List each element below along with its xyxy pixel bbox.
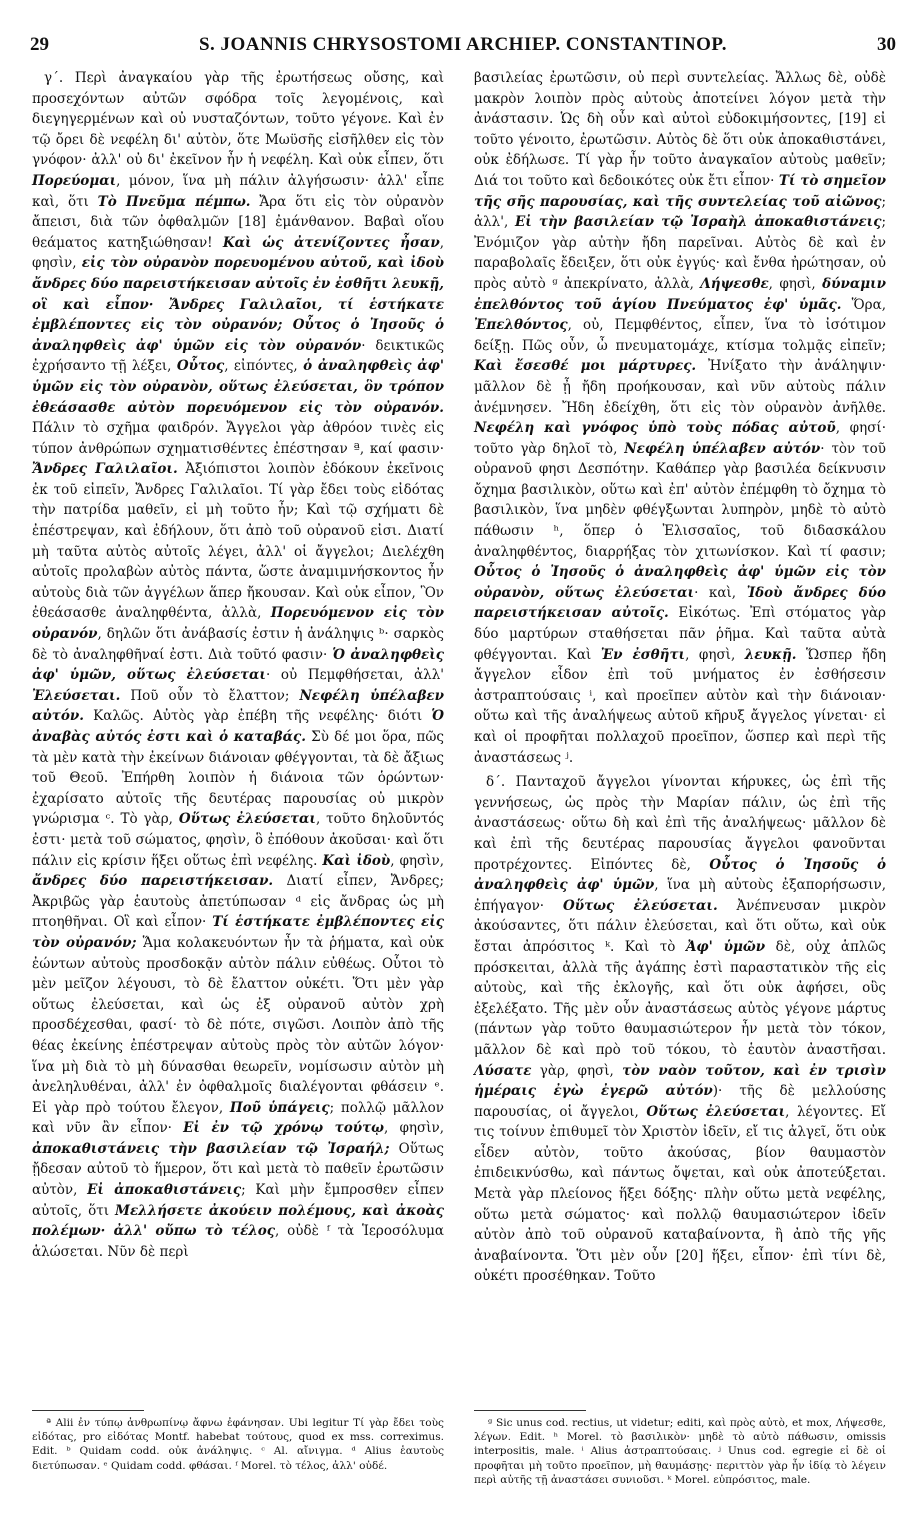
text-run: · τὸν τοῦ οὐρανοῦ φησι Δεσπότην. Καθάπερ γὰρ βασιλέα δείκνυσιν ὄχημα βασιλικὸν, οὕτω καὶ ἐπ' αὐτὸν ἐπέμφθη τὸ ὄχημα τὸ βασιλικὸν, ἵνα μηδὲν φθέγξωνται λυπηρὸν, μηδὲ τὸ αὐτὸ πάθωσιν ʰ, ὅπερ ὁ Ἐλισσαῖος, τοῦ διδασκάλου ἀναληφθέντος, διαρρήξας τὸν χιτωνίσκον. Καὶ τί φασιν; — [474, 440, 886, 560]
scripture-quote: ὁ ἀναληφθεὶς ἀφ' ὑμῶν εἰς τὸν οὐρανὸν, οὕτως ἐλεύσεται, ὃν τρόπον ἐθεάσασθε αὐτὸν πορευόμενον εἰς τὸν οὐρανόν. — [32, 358, 444, 416]
text-run: δ΄. Πανταχοῦ ἄγγελοι γίνονται κήρυκες, ὡς ἐπὶ τῆς γεννήσεως, ὡς πρὸς τὴν Μαρίαν πάλιν, ὡς ἐπὶ τῆς ἀναστάσεως· οὕτω δὴ καὶ ἐπὶ τῆς ἀναλήψεως· μᾶλλον δὲ καὶ ἐπὶ τῆς δευτέρας παρουσίας ἄγγελοι φανοῦνται προτρέχοντες. Εἰπόντες δὲ, — [474, 774, 886, 873]
text-run: Διατί εἶπεν, Ἄνδρες; Ἀκριβῶς γὰρ ἑαυτοὺς ἀπετύπωσαν ᵈ εἰς ἄνδρας ὡς μὴ πτοηθῆναι. Οἳ καὶ εἶπον· — [32, 873, 444, 931]
scripture-quote: Τί τὸ σημεῖον τῆς σῆς παρουσίας, καὶ τῆς συντελείας τοῦ αἰῶνος — [474, 172, 886, 210]
footnote-block: ᵍ Sic unus cod. rectius, ut videtur; editi, καὶ πρὸς αὐτὸ, et mox, Λήψεσθε, λέγων. Edit. ʰ Morel. τὸ βασιλικὸν· μηδὲ τὸ αὐτὸ πάθωσιν, omissis interpositis, male. ⁱ Alius ἀστραπτούσαις. ʲ Unus cod. egregie εἰ δὲ οἱ προφῆται μὴ τοῦτο προεῖπον, μὴ θαυμάσῃς· περιττὸν γὰρ ἦν ἰδίᾳ τὸ λέγειν περὶ αὐτῆς τῇ ἀναστάσει συνιοῦσι. ᵏ Morel. εὐπρόσιτος, male. — [474, 1417, 886, 1486]
scripture-quote: τὸν ναὸν τοῦτον, καὶ ἐν τρισὶν ἡμέραις ἐγὼ ἐγερῶ αὐτόν — [474, 1062, 886, 1100]
scripture-quote: λευκῇ. — [744, 646, 797, 663]
text-run: , ἵνα μὴ αὐτοὺς ἐξαπορήσωσιν, ἐπήγαγον· — [474, 877, 886, 914]
scripture-quote: Τί ἑστήκατε ἐμβλέποντες εἰς τὸν οὐρανόν; — [32, 914, 445, 951]
page-number-left: 29 — [30, 34, 49, 55]
scripture-quote: Μελλήσετε ἀκούειν πολέμους, καὶ ἀκοὰς πολέμων· ἀλλ' οὔπω τὸ τέλος — [32, 1202, 444, 1240]
scripture-quote: Ποῦ ὑπάγεις — [229, 1099, 330, 1116]
scripture-quote: εἰς τὸν οὐρανὸν πορευομένου αὐτοῦ, καὶ ἰδοὺ ἄνδρες δύο παρειστήκεισαν αὐτοῖς ἐν ἐσθῆτι λευκῇ, οἳ καὶ εἶπον· Ἄνδρες Γαλιλαῖοι, τί ἑστήκατε ἐμβλέποντες εἰς τὸν οὐρανόν; Οὗτος ὁ Ἰησοῦς ὁ ἀναληφθεὶς ἀφ' ὑμῶν εἰς τὸν οὐρανόν — [32, 255, 444, 354]
paragraph-3 — [32, 68, 444, 1262]
text-run: , λέγοντες. Εἴ τις τοίνυν ἐπιθυμεῖ τὸν Χριστὸν ἰδεῖν, εἴ τις ἀλγεῖ, ὅτι οὐκ εἶδεν αὐτὸν, τοῦτο ἀκούσας, βίον θαυμαστὸν ἐπιδεικνύσθω, καὶ πάντως ὄψεται, καὶ οὐκ ἀποτεύξεται. Μετὰ γὰρ πλείονος ἥξει δόξης· πλὴν οὕτω μετὰ νεφέλης, οὕτω μετὰ σώματος· καὶ πολλῷ θαυμασιώτερον ἰδεῖν αὐτὸν ἀπὸ τοῦ οὐρανοῦ καταβαίνοντα, ἢ ἀπὸ τῆς γῆς ἀναβαίνοντα. Ὅτι μὲν οὖν [20] ἥξει, εἶπον· ἐπὶ τίνι δὲ, οὐκέτι προσέθηκαν. Τοῦτο — [474, 1103, 886, 1285]
page-number-right: 30 — [877, 34, 896, 55]
text-run: δὲ, οὐχ ἁπλῶς πρόσκειται, ἀλλὰ τῆς ἀγάπης ἐστὶ παραστατικὸν τῆς εἰς αὐτοὺς, καὶ τῆς ἐκλογῆς, καὶ ὅτι οὐκ ἀφήσει, οὓς ἐξελέξατο. Τῆς μὲν οὖν ἀναστάσεως αὐτὸς γέγονε μάρτυς (πάντων γὰρ τοῦτο θαυμασιώτερον ἦν μετὰ τὸν τόκον, μᾶλλον δὲ καὶ πρὸ τοῦ τόκου, τὸ ἑαυτὸν ἀναστῆσαι. — [474, 938, 886, 1058]
text-run: βασιλείας ἐρωτῶσιν, οὐ περὶ συντελείας. Ἄλλως δὲ, οὐδὲ μακρὸν λοιπὸν πρὸς αὐτοὺς ἀποτείνει λόγον μετὰ τὴν ἀνάστασιν. Ὡς δὴ οὖν καὶ αὐτοὶ εὐδοκιμήσοντες, [19] εἰ τοῦτο γένοιτο, ἐρωτῶσιν. Αὐτὸς δὲ ὅτι οὐκ ἀποκαθιστάνει, οὐκ ἐδήλωσε. Τί γὰρ ἦν τοῦτο ἀναγκαῖον αὐτοὺς μαθεῖν; Διά τοι τοῦτο καὶ δεδοικότες οὐκ ἔτι εἶπον· — [474, 70, 886, 189]
scripture-quote: ἀποκαθιστάνεις τὴν βασιλείαν τῷ Ἰσραήλ; — [32, 1140, 390, 1157]
text-run: · οὐ Πεμφθήσεται, ἀλλ' — [265, 667, 444, 684]
scripture-quote: δύναμιν ἐπελθόντος τοῦ ἁγίου Πνεύματος ἐφ' ὑμᾶς. — [474, 275, 886, 313]
text-run: )· τῆς δὲ μελλούσης παρουσίας, οἱ ἄγγελοι, — [474, 1083, 887, 1120]
text-run: Ἄρα ὅτι εἰς τὸν οὐρανὸν ἄπεισι, διὰ τῶν ὀφθαλμῶν [18] ἐμάνθανον. Βαβαὶ οἵου θεάματος κατηξιώθησαν! — [32, 193, 444, 251]
text-run: Καλῶς. Αὐτὸς γὰρ ἐπέβη τῆς νεφέλης· διότι — [83, 708, 432, 725]
scripture-quote: Ὁ ἀναβὰς αὐτός ἐστι καὶ ὁ καταβάς. — [32, 708, 444, 745]
text-run: , οὐ, Πεμφθέντος, εἶπεν, ἵνα τὸ ἰσότιμον δείξῃ. Πῶς οὖν, ὦ πνευματομάχε, κτίσμα τολμᾷς εἰπεῖν; — [474, 317, 886, 354]
footnote-block: ª Alii ἐν τύπῳ ἀνθρωπίνῳ ἄφνω ἐφάνησαν. Ubi legitur Τί γὰρ ἔδει τοὺς εἰδότας, pro εἰδότας Montf. habebat τούτους, quod ex mss. correximus. Edit. ᵇ Quidam codd. οὐκ ἀνάληψις. ᶜ Al. αἴνιγμα. ᵈ Alius ἑαυτοὺς διετύπωσαν. ᵉ Quidam codd. φθάσαι. ᶠ Morel. τὸ τέλος, ἀλλ' οὐδέ. — [32, 1417, 444, 1472]
scripture-quote: Καὶ ἰδοὺ — [322, 852, 391, 869]
scripture-quote: Ἰδοὺ ἄνδρες δύο παρειστήκεισαν αὐτοῖς. — [474, 584, 886, 622]
text-run: · δεικτικῶς ἐχρήσαντο τῇ λέξει, — [32, 337, 445, 375]
text-run: , φησὶ, — [685, 646, 745, 663]
scripture-quote: Εἰ ἀποκαθιστάνεις — [87, 1182, 242, 1199]
right-column — [474, 68, 886, 1404]
scripture-quote: Οὕτως ἐλεύσεται — [178, 811, 316, 828]
text-run: · καὶ, — [694, 584, 747, 601]
text-run: Ἀνέπνευσαν μικρὸν ἀκούσαντες, ὅτι πάλιν ἐλεύσεται, καὶ ὅτι οὕτω, καὶ οὐκ ἔσται ἀπρόσιτος ᵏ. Καὶ τὸ — [474, 897, 886, 955]
footnotes-right — [474, 1416, 886, 1487]
text-run: , φησὶν, — [390, 852, 444, 869]
text-run: Ὅρα, — [841, 296, 886, 313]
scripture-quote: Ἀφ' ὑμῶν — [685, 938, 766, 955]
footnote-rule-right — [474, 1410, 586, 1411]
scripture-quote: Εἰ τὴν βασιλείαν τῷ Ἰσραὴλ ἀποκαθιστάνεις — [514, 214, 882, 231]
scripture-quote: Ἐπελθόντος — [474, 317, 568, 334]
text-run: , φησὶν, — [384, 1120, 444, 1137]
text-run: , τοῦτο δηλοῦντός ἐστι· μετὰ τοῦ σώματος, φησὶν, ὃ ἐπόθουν ἀκοῦσαι· καὶ ὅτι πάλιν εἰς κρίσιν ἥξει οὕτως ἐπὶ νεφέλης. — [32, 811, 444, 869]
scripture-quote: Οὗτος ὁ Ἰησοῦς ὁ ἀναληφθεὶς ἀφ' ὑμῶν — [474, 856, 886, 894]
text-run: , φησὶ, — [768, 275, 823, 292]
running-head — [30, 34, 896, 60]
text-run: Ἠνίξατο τὴν ἀνάληψιν· μᾶλλον δὲ ᾖ ἤδη προήκουσαν, καὶ νῦν αὐτοὺς πάλιν ἀνέμνησεν. Ἤδη ἐδείχθη, ὅτι εἰς τὸν οὐρανὸν ἀνῆλθε. — [474, 358, 886, 416]
scripture-quote: ἄνδρες δύο παρειστήκεισαν. — [32, 873, 274, 890]
paragraph-3-continued — [474, 68, 886, 768]
scripture-quote: Οὕτως ἐλεύσεται — [646, 1103, 786, 1120]
scripture-quote: Νεφέλη ὑπέλαβεν αὐτόν — [624, 440, 821, 457]
text-run: , φησί· τοῦτο γὰρ δηλοῖ τὸ, — [474, 420, 886, 457]
scripture-quote: Πορευόμενον εἰς τὸν οὐρανόν — [32, 605, 444, 643]
text-run: Εἰκότως. Ἐπὶ στόματος γὰρ δύο μαρτύρων σταθήσεται πᾶν ῥῆμα. Καὶ ταῦτα αὐτὰ φθέγγονται. Καὶ — [474, 605, 886, 663]
text-run: ; Καὶ μὴν ἔμπροσθεν εἶπεν αὐτοῖς, ὅτι — [32, 1182, 445, 1219]
text-run: γ΄. Περὶ ἀναγκαίου γὰρ τῆς ἐρωτήσεως οὔσης, καὶ προσεχόντων αὐτῶν σφόδρα τοῖς λεγομένοις, καὶ διεγηγερμένων καὶ οὐ νυσταζόντων, τοῦτο γέγονε. Καὶ ἐν τῷ ὄρει δὲ νεφέλη δι' αὐτὸν, ὅτε Μωϋσῆς εἰσῆλθεν εἰς τὸν γνόφον· ἀλλ' οὐ δι' ἐκεῖνον ἦν ἡ νεφέλη. Καὶ οὐκ εἶπεν, ὅτι — [32, 70, 444, 169]
left-column — [32, 68, 444, 1404]
scripture-quote: Ἐλεύσεται. — [32, 687, 121, 704]
scripture-quote: Ἄνδρες Γαλιλαῖοι. — [32, 461, 178, 478]
footnote-rule-left — [32, 1410, 144, 1411]
footnotes-left — [32, 1416, 444, 1473]
scripture-quote: Ἐν ἐσθῆτι — [600, 646, 686, 663]
text-run: Πάλιν τὸ σχῆμα φαιδρόν. Ἄγγελοι γὰρ ἀθρόον τινὲς εἰς τύπον ἀνθρώπων σχηματισθέντες ἐπέστησαν ª, καί φασιν· — [32, 420, 444, 457]
text-run: γὰρ, φησὶ, — [531, 1062, 623, 1079]
text-run: , μόνον, ἵνα μὴ πάλιν ἀλγήσωσιν· ἀλλ' εἶπε καὶ, ὅτι — [32, 172, 444, 210]
scripture-quote: Λήψεσθε — [700, 275, 769, 292]
scripture-quote: Καὶ ἔσεσθέ μοι μάρτυρες. — [474, 358, 697, 375]
text-run: Ἀξιόπιστοι λοιπὸν ἐδόκουν ἐκεῖνοις ἐκ τοῦ εἰπεῖν, Ἄνδρες Γαλιλαῖοι. Τί γὰρ ἔδει τοὺς εἰδότας τὴν πατρίδα μαθεῖν, εἰ μὴ τοῦτο ἦν; Καὶ τῷ σχήματι δὲ ἐπέστρεψαν, καὶ ἐδήλουν, ὅτι ἀπὸ τοῦ οὐρανοῦ εἰσι. Διατί μὴ ταῦτα αὐτὸς αὐτοῖς λέγει, ἀλλ' οἱ ἄγγελοι; Διελέχθη αὐτοῖς προλαβὼν αὐτὸς πάντα, ὥστε ἀναμιμνήσκοντος ἦν αὐτοὺς διὰ τῶν ἀγγέλων ἅπερ ἤκουσαν. Καὶ οὐκ εἶπον, Ὃν ἐθεάσασθε ἀναληφθέντα, ἀλλὰ, — [32, 461, 444, 622]
text-run: , δηλῶν ὅτι ἀνάβασίς ἐστιν ἡ ἀνάληψις ᵇ· σαρκὸς δὲ τὸ ἀναληφθῆναί ἐστι. Διὰ τοῦτό φασιν· — [32, 626, 444, 663]
paragraph-4 — [474, 772, 886, 1287]
text-run: Σὺ δέ μοι ὅρα, πῶς τὰ μὲν κατὰ τὴν ἐκείνων διάνοιαν φθέγγονται, τὰ δὲ ἄξιως τοῦ Θεοῦ. Ἐπήρθη λοιπὸν ἡ διάνοια τῶν ὁρώντων· ἐχαρίσατο αὐτοῖς τῆς δευτέρας παρουσίας οὐ μικρὸν γνώρισμα ᶜ. Τὸ γὰρ, — [32, 729, 444, 828]
text-run: Οὕτως ᾔδεσαν αὐτοῦ τὸ ἥμερον, ὅτι καὶ μετὰ τὸ παθεῖν ἐρωτῶσιν αὐτὸν, — [32, 1140, 444, 1199]
scripture-quote: Νεφέλη ὑπέλαβεν αὐτόν. — [32, 687, 444, 725]
text-run: Ὥσπερ ἤδη ἄγγελον εἶδον ἐπὶ τοῦ μνήματος ἐν ἐσθήσεσιν ἀστραπτούσαις ⁱ, καὶ προεῖπεν αὐτὸν καὶ τὴν διάνοιαν· οὕτω καὶ τῆς ἀναλήψεως αὐτοῦ κῆρυξ ἄγγελος γίνεται· εἰ καὶ οἱ προφῆται πολλαχοῦ προεῖπον, ὥσπερ καὶ περὶ τῆς ἀναστάσεως ʲ. — [474, 646, 887, 766]
scripture-quote: Εἰ ἐν τῷ χρόνῳ τούτῳ — [183, 1120, 385, 1137]
scripture-quote: Λύσατε — [474, 1062, 532, 1079]
scripture-quote: Οὗτος — [176, 358, 225, 375]
text-run: , οὐδὲ ᶠ τὰ Ἱεροσόλυμα ἁλώσεται. Νῦν δὲ περὶ — [32, 1223, 444, 1260]
text-run: ; ἀλλ', — [474, 193, 886, 231]
scripture-quote: Νεφέλη καὶ γνόφος ὑπὸ τοὺς πόδας αὐτοῦ — [474, 420, 836, 437]
text-run: ; Ἐνόμιζον γὰρ αὐτὴν ἤδη παρεῖναι. Αὐτὸς δὲ καὶ ἐν παραβολαῖς ἔδειξεν, ὅτι οὐκ ἐγγύς· καὶ ἔνθα ἠρώτησαν, οὐ πρὸς αὐτὸ ᵍ ἀπεκρίνατο, ἀλλὰ, — [474, 214, 886, 292]
text-run: Ἅμα κολακευόντων ἦν τὰ ῥήματα, καὶ οὐκ ἐώντων αὐτοὺς προσδοκᾷν αὐτὸν πάλιν εὐθέως. Οὗτοι τὸ μὲν μεῖζον λέγουσι, τὸ δὲ ἔλαττον οὐκέτι. Ὅτι μὲν γὰρ οὕτως ἐλεύσεται, καὶ ὡς ἐξ οὐρανοῦ αὐτὸν χρὴ προσδέχεσθαι, φασί· τὸ δὲ πότε, σιγῶσι. Λοιπὸν ἀπὸ τῆς θέας ἐκείνης ἐπέστρεψαν αὐτοὺς πρὸς τὸν αὐτῶν λόγον· ἵνα μὴ διὰ τὸ μὴ δύνασθαι θεωρεῖν, νομίσωσιν αὐτὸν μὴ ἀνεληλυθέναι, ἀλλ' ἐν ὀφθαλμοῖς διαλέγονται φθάσειν ᵉ. Εἰ γὰρ πρὸ τούτου ἔλεγον, — [32, 934, 444, 1116]
scripture-quote: Τὸ Πνεῦμα πέμπω. — [97, 193, 251, 210]
scripture-quote: Ὁ ἀναληφθεὶς ἀφ' ὑμῶν, οὕτως ἐλεύσεται — [32, 646, 445, 684]
scripture-quote: Οὗτος ὁ Ἰησοῦς ὁ ἀναληφθεὶς ἀφ' ὑμῶν εἰς τὸν οὐρανὸν, οὕτως ἐλεύσεται — [474, 564, 886, 601]
text-run: Ποῦ οὖν τὸ ἔλαττον; — [120, 687, 300, 704]
running-title: S. JOANNIS CHRYSOSTOMI ARCHIEP. CONSTANTINOP. — [198, 34, 728, 55]
scripture-quote: Πορεύομαι — [32, 172, 117, 189]
text-run: , φησὶν, — [32, 234, 444, 272]
text-run: , εἰπόντες, — [224, 358, 304, 375]
scripture-quote: Οὕτως ἐλεύσεται. — [562, 897, 718, 914]
text-run: ; πολλῷ μᾶλλον καὶ νῦν ἂν εἶπον· — [32, 1099, 444, 1137]
scripture-quote: Καὶ ὡς ἀτενίζοντες ἦσαν — [222, 234, 440, 251]
